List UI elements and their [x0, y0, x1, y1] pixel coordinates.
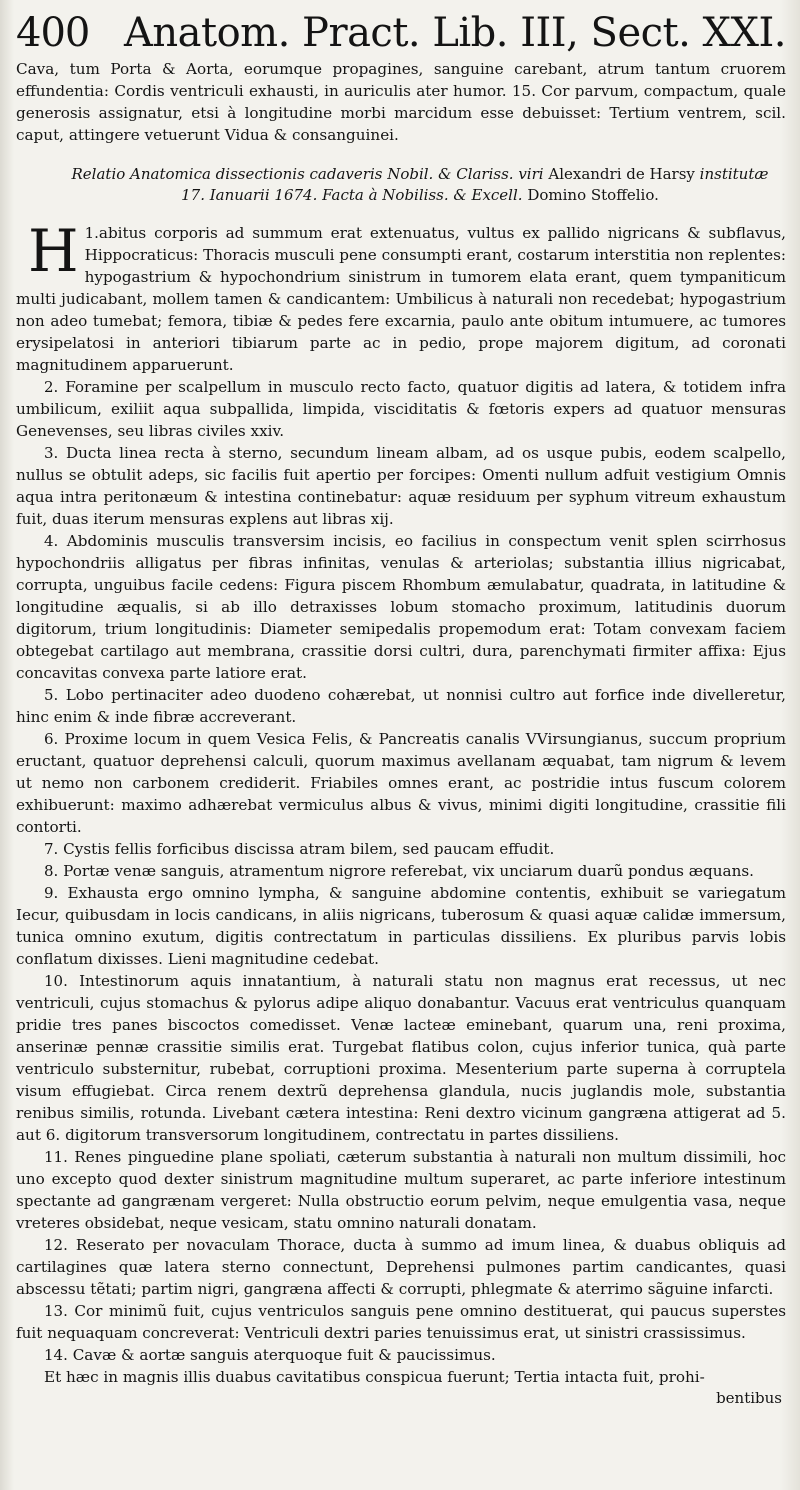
page-number: 400	[16, 10, 90, 56]
paragraph-number: 4.	[44, 532, 59, 550]
paragraph-number: 3.	[44, 444, 59, 462]
paragraph	[16, 1300, 786, 1344]
paragraph-text: Ducta linea recta à sterno, secundum lineam albam, ad os usque pubis, eodem scalpello, nullus se obtulit adeps, sic facilis fuit apertio per forcipes: Omenti nullum adfuit vestigium Omnis aqua intra peritonæum & intestina continebatur: aquæ residuum per syphum vitreum exhaustum fuit, duas iterum mensuras explens aut libras xij.	[16, 444, 787, 528]
paragraph	[16, 728, 786, 838]
continuation-text: Cava, tum Porta & Aorta, eorumque propagines, sanguine carebant, atrum tantum cruorem effundentia: Cordis ventriculi exhausti, in auriculis ater humor. 15. Cor parvum, compactum, quale generosis assignatur, etsi à longitudine morbi marcidum esse debuisset: Tertium ventrem, scil. caput, attingere vetuerunt Vidua & consanguinei.	[16, 60, 786, 144]
paragraph-number: 8.	[44, 862, 59, 880]
paragraph-number: 14.	[44, 1346, 68, 1364]
paragraph	[16, 838, 786, 860]
paragraph	[16, 1366, 786, 1388]
paragraph-number: 9.	[44, 884, 59, 902]
paragraph-number: 2.	[44, 378, 59, 396]
paragraph	[16, 376, 786, 442]
paragraph-text: Foramine per scalpellum in musculo recto facto, quatuor digitis ad latera, & totidem infra umbilicum, exiliit aqua subpallida, limpida, visciditatis & fœtoris expers ad quatuor mensuras Genevenses, seu libras civiles xxiv.	[16, 378, 786, 440]
heading-part-1: Relatio Anatomica dissectionis cadaveris Nobil. & Clariss. viri	[71, 165, 544, 183]
paragraph-number: 1.	[84, 224, 99, 242]
paragraph	[16, 217, 786, 376]
paragraph-text: Exhausta ergo omnino lympha, & sanguine abdomine contentis, exhibuit se variegatum Iecur, quibusdam in locis candicans, in aliis nigricans, tuberosum & quasi aquæ calidæ immersum, tunica omnino exutum, digitis contrectatum in particulas dissiliens. Ex pluribus parvis lobis conflatum dixisses. Lieni magnitudine cedebat.	[16, 884, 787, 968]
running-title: Anatom. Pract. Lib. III, Sect. XXI.	[124, 10, 786, 56]
body-text	[16, 217, 787, 1388]
paragraph-text: Renes pinguedine plane spoliati, cæterum substantia à naturali non multum dissimili, hoc uno excepto quod dexter sinistrum magnitudine multum superaret, ac parte inferiore intestinum spectante ad gangrænam vergeret: Nulla obstructio eorum pelvim, neque emulgentia vasa, neque vreteres obsidebat, neque vesicam, statu omnino naturali donatam.	[16, 1148, 787, 1232]
paragraph	[16, 1234, 786, 1300]
page-header	[16, 10, 786, 58]
catchword: bentibus	[716, 1389, 782, 1407]
heading-part-2: institutæ 17. Ianuarii 1674. Facta à Nobiliss. & Excell.	[181, 165, 769, 204]
paragraph-text: Abdominis musculis transversim incisis, eo facilius in conspectum venit splen scirrhosus hypochondriis alligatus per fibras infinitas, venulas & arteriolas; substantia illius nigricabat, corrupta, unguibus facile cedens: Figura piscem Rhombum æmulabatur, quadrata, in latitudine & longitudine æqualis, si ab illo detraxisses lobum stomacho proximum, latitudinis duorum digitorum, trium longitudinis: Diameter semipedalis propemodum erat: Totam convexam faciem obtegebat cartilago aut membrana, crassitie dorsi cultri, dura, parenchymati firmiter affixa: Ejus concavitas convexa parte latiore erat.	[16, 532, 786, 682]
drop-cap: H	[28, 217, 79, 285]
paragraph	[16, 860, 786, 882]
paragraph-text: Cystis fellis forficibus discissa atram bilem, sed paucam effudit.	[63, 840, 555, 858]
heading-name: Alexandri de Harsy	[548, 165, 695, 183]
paragraph-number: 13.	[44, 1302, 68, 1320]
paragraph-text: Portæ venæ sanguis, atramentum nigrore referebat, vix unciarum duarũ pondus æquans.	[63, 862, 755, 880]
paragraph-text: Et hæc in magnis illis duabus cavitatibus conspicua fuerunt; Tertia intacta fuit, prohi-	[44, 1368, 705, 1386]
paragraph-text: Reserato per novaculam Thorace, ducta à summo ad imum linea, & duabus obliquis ad cartilagines quæ latera sterno connectunt, Deprehensi pulmones partim candicantes, quasi abscessu tẽtati; partim nigri, gangræna affecti & corrupti, phlegmate & aterrimo sãguine infarcti.	[16, 1236, 786, 1298]
heading-person: Domino Stoffelio.	[527, 186, 659, 204]
paragraph	[16, 442, 786, 530]
paragraph-number: 11.	[44, 1148, 68, 1166]
paragraph	[16, 882, 786, 970]
paragraph	[16, 530, 786, 684]
paragraph-text: abitus corporis ad summum erat extenuatus, vultus ex pallido nigricans & subflavus, Hippocraticus: Thoracis musculi pene consumpti erant, costarum interstitia non replentes: hypogastrium & hypochondrium sinistrum in tumorem elata erant, quem tympaniticum multi judicabant, mollem tamen & candicantem: Umbilicus à naturali non recedebat; hypogastrium non adeo tumebat; femora, tibiæ & pedes fere excarnia, paulo ante obitum intumuere, ac tumores erysipelatosi in anteriori tibiarum parte ac in pedio, prope majorem digitum, ad coronati magnitudinem apparuerunt.	[16, 224, 786, 374]
paragraph-text: Cavæ & aortæ sanguis aterquoque fuit & paucissimus.	[72, 1346, 496, 1364]
paragraph-number: 7.	[44, 840, 59, 858]
paragraph-text: Lobo pertinaciter adeo duodeno cohærebat, ut nonnisi cultro aut forfice inde divelleretur, hinc enim & inde fibræ accreverant.	[16, 686, 787, 726]
paragraph	[16, 1146, 786, 1234]
paragraph	[16, 1344, 786, 1366]
paragraph	[16, 970, 786, 1146]
paragraph-number: 10.	[44, 972, 68, 990]
section-heading	[64, 164, 776, 206]
paragraph-text: Proxime locum in quem Vesica Felis, & Pancreatis canalis VVirsungianus, succum proprium eructant, quatuor deprehensi calculi, quorum maximus avellanam æquabat, tam nigrum & levem ut nemo non carbonem crediderit. Friabiles omnes erant, ac postridie intus fuscum colorem exhibuerunt: maximo adhærebat vermiculus albus & vivus, minimi digiti longitudine, crassitie fili contorti.	[16, 730, 786, 836]
paragraph-text: Intestinorum aquis innatantium, à naturali statu non magnus erat recessus, ut nec ventriculi, cujus stomachus & pylorus adipe aliquo donabantur. Vacuus erat ventriculus quanquam pridie tres panes biscoctos comedisset. Venæ lacteæ eminebant, quarum una, reni proxima, anserinæ pennæ crassitie similis erat. Turgebat flatibus colon, cujus inferior tunica, quà parte ventriculo substernitur, rubebat, corruptioni proxima. Mesenterium parte superna à corruptela visum effugiebat. Circa renem dextrũ deprehensa glandula, nucis juglandis mole, substantia renibus similis, rotunda. Livebant cætera intestina: Reni dextro vicinum gangræna attigerat ad 5. aut 6. digitorum transversorum longitudinem, contrectatu in partes dissiliens.	[16, 972, 787, 1144]
paragraph-number: 5.	[44, 686, 59, 704]
paragraph	[16, 684, 786, 728]
paragraph-text: Cor minimũ fuit, cujus ventriculos sanguis pene omnino destituerat, qui paucus superstes fuit nequaquam concreverat: Ventriculi dextri paries tenuissimus erat, ut sinistri crassissimus.	[16, 1302, 787, 1342]
paragraph-number: 12.	[44, 1236, 68, 1254]
paragraph-number: 6.	[44, 730, 59, 748]
